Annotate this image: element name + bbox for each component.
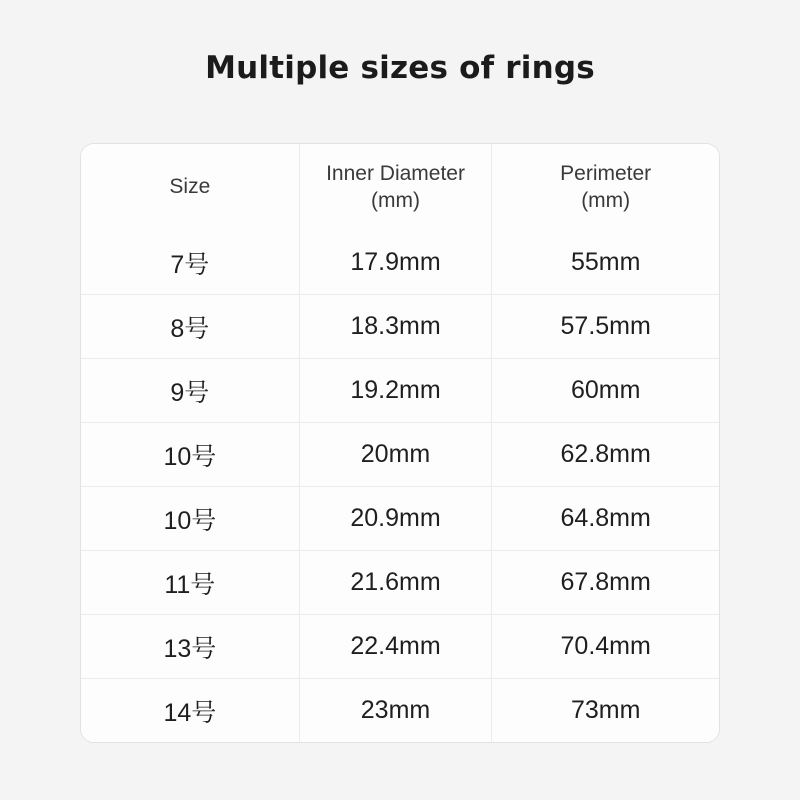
cell-inner-diameter: 21.6mm <box>299 551 492 615</box>
table-row <box>81 423 719 487</box>
cell-inner-diameter: 17.9mm <box>299 231 492 295</box>
table-row <box>81 679 719 743</box>
cell-size: 13号 <box>81 615 299 679</box>
table-header-row <box>81 144 719 231</box>
column-header-inner-diameter-unit: (mm) <box>371 188 421 212</box>
cell-perimeter: 57.5mm <box>492 295 719 359</box>
cell-size: 7号 <box>81 231 299 295</box>
cell-perimeter: 64.8mm <box>492 487 719 551</box>
cell-inner-diameter: 20mm <box>299 423 492 487</box>
cell-perimeter: 73mm <box>492 679 719 743</box>
column-header-size-label: Size <box>169 175 211 199</box>
table-row <box>81 551 719 615</box>
cell-size: 14号 <box>81 679 299 743</box>
cell-inner-diameter: 18.3mm <box>299 295 492 359</box>
cell-size: 10号 <box>81 423 299 487</box>
ring-size-table-container <box>80 143 720 743</box>
cell-size: 10号 <box>81 487 299 551</box>
column-header-inner-diameter <box>299 144 492 231</box>
column-header-inner-diameter-label: Inner Diameter <box>326 161 465 185</box>
cell-inner-diameter: 23mm <box>299 679 492 743</box>
cell-inner-diameter: 20.9mm <box>299 487 492 551</box>
table-row <box>81 615 719 679</box>
cell-perimeter: 60mm <box>492 359 719 423</box>
table-row <box>81 231 719 295</box>
column-header-size <box>81 144 299 231</box>
cell-perimeter: 70.4mm <box>492 615 719 679</box>
ring-size-table <box>81 144 719 742</box>
column-header-perimeter-label: Perimeter <box>560 161 652 185</box>
cell-perimeter: 67.8mm <box>492 551 719 615</box>
cell-perimeter: 62.8mm <box>492 423 719 487</box>
table-header <box>81 144 719 231</box>
cell-perimeter: 55mm <box>492 231 719 295</box>
table-row <box>81 295 719 359</box>
cell-size: 9号 <box>81 359 299 423</box>
cell-inner-diameter: 19.2mm <box>299 359 492 423</box>
column-header-perimeter <box>492 144 719 231</box>
table-row <box>81 359 719 423</box>
cell-size: 11号 <box>81 551 299 615</box>
page-title: Multiple sizes of rings <box>205 50 595 86</box>
column-header-perimeter-unit: (mm) <box>581 188 631 212</box>
table-body <box>81 231 719 742</box>
cell-size: 8号 <box>81 295 299 359</box>
cell-inner-diameter: 22.4mm <box>299 615 492 679</box>
table-row <box>81 487 719 551</box>
